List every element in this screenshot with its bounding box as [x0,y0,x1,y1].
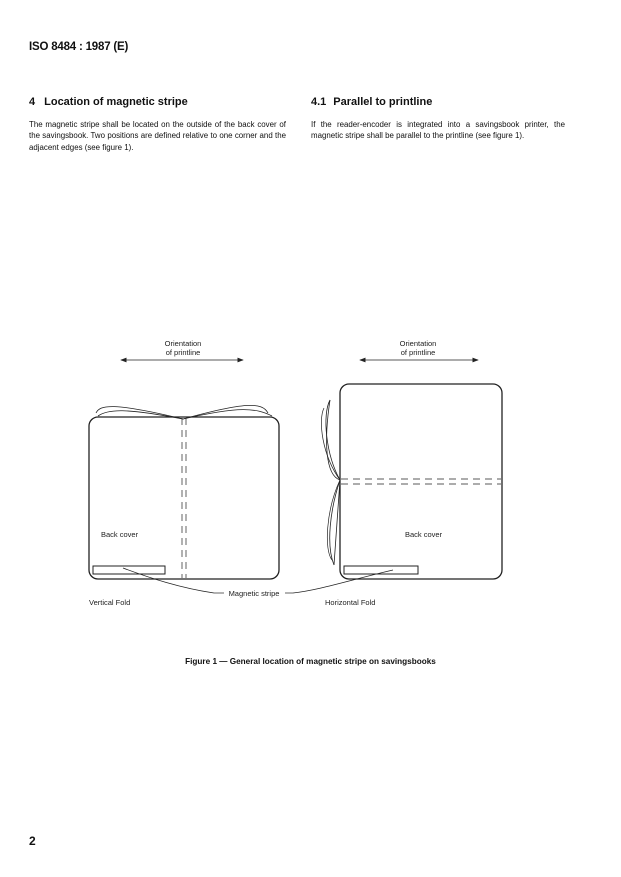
section-4-1-title: Parallel to printline [333,96,433,108]
section-4-1-body: If the reader-encoder is integrated into a savingsbook printer, the magnetic stripe shall be parallel to the printline (see figure 1). [311,120,565,141]
horizontal-fold-label: Horizontal Fold [325,598,376,607]
left-back-cover-label: Back cover [101,530,139,539]
section-4-title: Location of magnetic stripe [44,96,188,108]
figure-caption: Figure 1 — General location of magnetic stripe on savingsbooks [185,657,436,666]
left-orientation-line2: of printline [165,348,201,357]
right-orientation-line2: of printline [400,348,436,357]
vertical-fold-label: Vertical Fold [89,598,131,607]
right-back-cover-label: Back cover [405,530,443,539]
horizontal-fold-back-cover [340,384,502,579]
section-4-1-number: 4.1 [311,96,327,108]
vertical-fold-back-cover [89,417,279,579]
right-orientation-line1: Orientation [399,339,437,348]
document-id: ISO 8484 : 1987 (E) [29,41,129,53]
page-number: 2 [29,834,36,848]
magnetic-stripe-label: Magnetic stripe [228,589,280,598]
vertical-fold-book [89,405,279,579]
left-orientation-line1: Orientation [164,339,202,348]
horizontal-fold-book [321,384,502,579]
section-4-number: 4 [29,96,36,108]
section-4-body: The magnetic stripe shall be located on the outside of the back cover of the savingsbook. Two positions are defined relative to one corner and the adjacent edges (see figure 1). [29,120,286,152]
